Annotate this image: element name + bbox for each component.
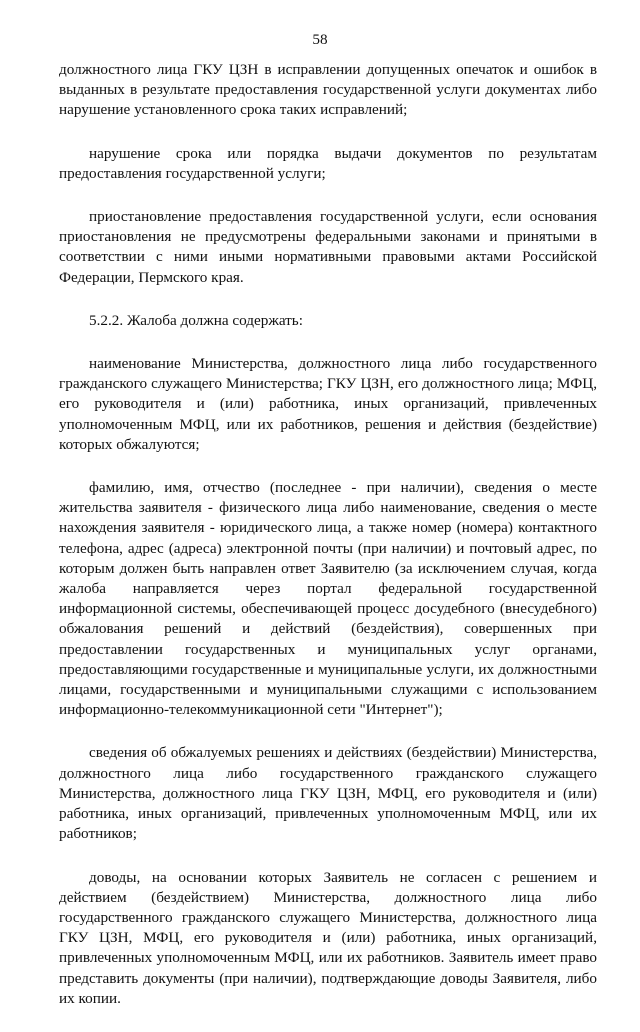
paragraph-authority-name: наименование Министерства, должностного лица либо государственного гражданского служащего Министерства; ГКУ ЦЗН, его должностного лица; МФЦ, его руководителя и (или) работника, иных организаций, привлеченных уполномоченным МФЦ, или их работников, решения и действия (бездействие) которых обжалуются; xyxy=(59,355,597,453)
page-number: 58 xyxy=(312,31,328,48)
document-body xyxy=(59,60,597,1032)
section-heading-5-2-2: 5.2.2. Жалоба должна содержать: xyxy=(89,311,303,329)
paragraph-continuation: должностного лица ГКУ ЦЗН в исправлении допущенных опечаток и ошибок в выданных в результате предоставления государственной услуги документах либо нарушение установленного срока таких исправлений; xyxy=(59,61,597,119)
paragraph-arguments: доводы, на основании которых Заявитель не согласен с решением и действием (бездействием) Министерства, должностного лица либо государственного гражданского служащего Министерства, должностного лица ГКУ ЦЗН, МФЦ, его руководителя и (или) работника, иных организаций, привлеченных уполномоченным МФЦ, или их работников. Заявитель имеет право представить документы (при наличии), подтверждающие доводы Заявителя, либо их копии. xyxy=(59,868,597,1007)
paragraph-applicant-details: фамилию, имя, отчество (последнее - при наличии), сведения о месте жительства заявителя - физического лица либо наименование, сведения о месте нахождения заявителя - юридического лица, а также номер (номера) контактного телефона, адрес (адреса) электронной почты (при наличии) и почтовый адрес, по которым должен быть направлен ответ Заявителю (за исключением случая, когда жалоба направляется через портал федеральной государственной информационной системы, обеспечивающей процесс досудебного (внесудебного) обжалования решений и действий (бездействия), совершенных при предоставлении государственных и муниципальных услуг органами, предоставляющими государственные и муниципальные услуги, их должностными лицами, государственными и муниципальными служащими с использованием информационно-телекоммуникационной сети "Интернет"); xyxy=(59,479,597,719)
paragraph-suspension: приостановление предоставления государственной услуги, если основания приостановления не предусмотрены федеральными законами и принятыми в соответствии с ними иными нормативными правовыми актами Российской Федерации, Пермского края. xyxy=(59,208,597,286)
paragraph-appealed-decisions: сведения об обжалуемых решениях и действиях (бездействии) Министерства, должностного лица либо государственного гражданского служащего Министерства, должностного лица ГКУ ЦЗН, МФЦ, его руководителя и (или) работника, иных организаций, привлеченных уполномоченным МФЦ, или их работников; xyxy=(59,744,597,843)
paragraph-delivery-violation: нарушение срока или порядка выдачи документов по результатам предоставления государственной услуги; xyxy=(59,144,597,182)
